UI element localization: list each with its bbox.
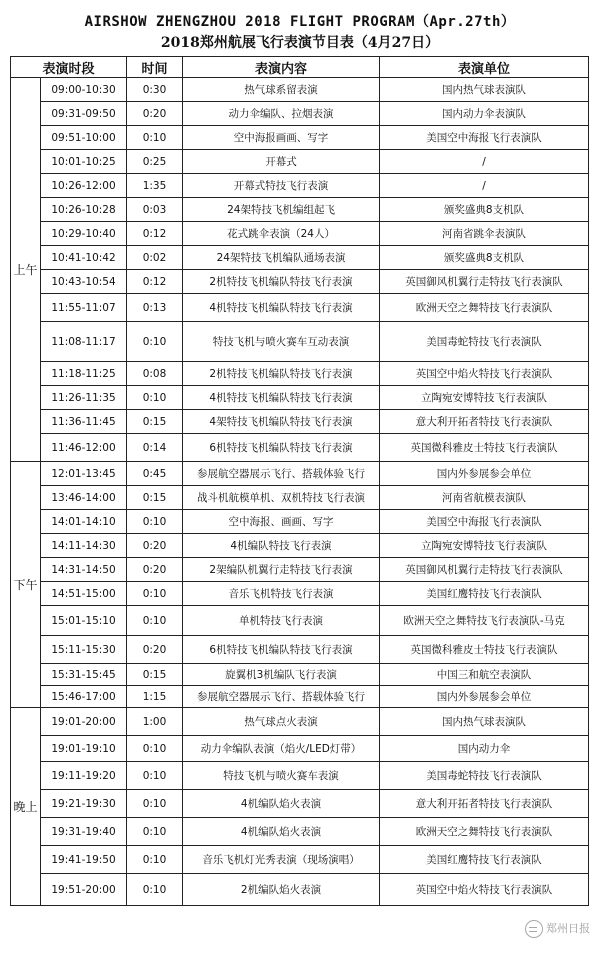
content-cell: 空中海报、画画、写字 <box>183 510 380 534</box>
time-cell: 19:11-19:20 <box>41 762 127 790</box>
content-cell: 6机特技飞机编队特技飞行表演 <box>183 434 380 462</box>
content-cell: 24架特技飞机编队通场表演 <box>183 246 380 270</box>
unit-cell: 美国毒蛇特技飞行表演队 <box>380 762 589 790</box>
unit-cell: 美国空中海报飞行表演队 <box>380 126 589 150</box>
duration-cell: 0:10 <box>127 126 183 150</box>
time-cell: 09:31-09:50 <box>41 102 127 126</box>
period-cell: 晚上 <box>11 708 41 906</box>
unit-cell: 英国微科雅皮士特技飞行表演队 <box>380 636 589 664</box>
time-cell: 11:55-11:07 <box>41 294 127 322</box>
flight-program-table <box>10 56 589 906</box>
table-row <box>11 790 589 818</box>
time-cell: 09:00-10:30 <box>41 78 127 102</box>
time-cell: 19:01-20:00 <box>41 708 127 736</box>
watermark-text: 郑州日报 <box>546 922 590 935</box>
duration-cell: 0:20 <box>127 534 183 558</box>
time-cell: 14:31-14:50 <box>41 558 127 582</box>
table-row <box>11 78 589 102</box>
time-cell: 10:41-10:42 <box>41 246 127 270</box>
time-cell: 10:26-10:28 <box>41 198 127 222</box>
unit-cell: 英国空中焰火特技飞行表演队 <box>380 362 589 386</box>
time-cell: 15:31-15:45 <box>41 664 127 686</box>
table-row <box>11 410 589 434</box>
unit-cell: 意大利开拓者特技飞行表演队 <box>380 790 589 818</box>
time-cell: 09:51-10:00 <box>41 126 127 150</box>
duration-cell: 0:10 <box>127 736 183 762</box>
table-row <box>11 294 589 322</box>
header-content: 表演内容 <box>183 57 380 78</box>
duration-cell: 0:14 <box>127 434 183 462</box>
duration-cell: 0:10 <box>127 510 183 534</box>
unit-cell: 美国红鹰特技飞行表演队 <box>380 846 589 874</box>
duration-cell: 0:45 <box>127 462 183 486</box>
table-row <box>11 362 589 386</box>
content-cell: 音乐飞机特技飞行表演 <box>183 582 380 606</box>
table-row <box>11 534 589 558</box>
table-body <box>11 78 589 906</box>
time-cell: 11:08-11:17 <box>41 322 127 362</box>
table-row <box>11 582 589 606</box>
content-cell: 参展航空器展示飞行、搭载体验飞行 <box>183 462 380 486</box>
content-cell: 战斗机航模单机、双机特技飞行表演 <box>183 486 380 510</box>
content-cell: 4架特技飞机编队特技飞行表演 <box>183 410 380 434</box>
time-cell: 10:29-10:40 <box>41 222 127 246</box>
duration-cell: 0:12 <box>127 222 183 246</box>
duration-cell: 0:10 <box>127 790 183 818</box>
content-cell: 2架编队机翼行走特技飞行表演 <box>183 558 380 582</box>
unit-cell: 中国三和航空表演队 <box>380 664 589 686</box>
title-chinese: 2018郑州航展飞行表演节目表（4月27日） <box>160 35 440 51</box>
table-row <box>11 846 589 874</box>
content-cell: 音乐飞机灯光秀表演（现场演唱） <box>183 846 380 874</box>
duration-cell: 0:03 <box>127 198 183 222</box>
time-cell: 11:46-12:00 <box>41 434 127 462</box>
time-cell: 14:01-14:10 <box>41 510 127 534</box>
unit-cell: 国内热气球表演队 <box>380 708 589 736</box>
table-row <box>11 102 589 126</box>
period-cell: 上午 <box>11 78 41 462</box>
duration-cell: 0:08 <box>127 362 183 386</box>
duration-cell: 0:10 <box>127 606 183 636</box>
title-english: AIRSHOW ZHENGZHOU 2018 FLIGHT PROGRAM（Apr.27th） <box>84 14 516 30</box>
unit-cell: 国内外参展参会单位 <box>380 686 589 708</box>
table-row <box>11 386 589 410</box>
content-cell: 4机编队焰火表演 <box>183 818 380 846</box>
unit-cell: / <box>380 150 589 174</box>
unit-cell: 立陶宛安博特技飞行表演队 <box>380 534 589 558</box>
duration-cell: 0:12 <box>127 270 183 294</box>
content-cell: 空中海报画画、写字 <box>183 126 380 150</box>
unit-cell: 美国毒蛇特技飞行表演队 <box>380 322 589 362</box>
time-cell: 19:41-19:50 <box>41 846 127 874</box>
duration-cell: 0:13 <box>127 294 183 322</box>
duration-cell: 0:10 <box>127 322 183 362</box>
time-cell: 10:01-10:25 <box>41 150 127 174</box>
unit-cell: 意大利开拓者特技飞行表演队 <box>380 410 589 434</box>
time-cell: 11:18-11:25 <box>41 362 127 386</box>
duration-cell: 0:10 <box>127 818 183 846</box>
time-cell: 12:01-13:45 <box>41 462 127 486</box>
content-cell: 开幕式 <box>183 150 380 174</box>
time-cell: 10:26-12:00 <box>41 174 127 198</box>
table-row <box>11 322 589 362</box>
duration-cell: 0:10 <box>127 582 183 606</box>
content-cell: 热气球系留表演 <box>183 78 380 102</box>
content-cell: 4机特技飞机编队特技飞行表演 <box>183 294 380 322</box>
duration-cell: 0:10 <box>127 762 183 790</box>
duration-cell: 0:10 <box>127 874 183 906</box>
content-cell: 2机编队焰火表演 <box>183 874 380 906</box>
duration-cell: 0:20 <box>127 558 183 582</box>
content-cell: 开幕式特技飞行表演 <box>183 174 380 198</box>
time-cell: 14:51-15:00 <box>41 582 127 606</box>
content-cell: 4机编队特技飞行表演 <box>183 534 380 558</box>
unit-cell: 河南省航模表演队 <box>380 486 589 510</box>
unit-cell: 国内外参展参会单位 <box>380 462 589 486</box>
content-cell: 单机特技飞行表演 <box>183 606 380 636</box>
table-row <box>11 246 589 270</box>
header-unit: 表演单位 <box>380 57 589 78</box>
unit-cell: 颁奖盛典8支机队 <box>380 198 589 222</box>
content-cell: 特技飞机与喷火赛车表演 <box>183 762 380 790</box>
time-cell: 13:46-14:00 <box>41 486 127 510</box>
table-row <box>11 736 589 762</box>
table-row <box>11 686 589 708</box>
table-row <box>11 434 589 462</box>
content-cell: 特技飞机与喷火赛车互动表演 <box>183 322 380 362</box>
header-period: 表演时段 <box>11 57 127 78</box>
content-cell: 2机特技飞机编队特技飞行表演 <box>183 362 380 386</box>
duration-cell: 0:15 <box>127 486 183 510</box>
time-cell: 15:46-17:00 <box>41 686 127 708</box>
table-row <box>11 126 589 150</box>
unit-cell: 国内动力伞表演队 <box>380 102 589 126</box>
unit-cell: 国内热气球表演队 <box>380 78 589 102</box>
content-cell: 24架特技飞机编组起飞 <box>183 198 380 222</box>
time-cell: 19:21-19:30 <box>41 790 127 818</box>
duration-cell: 0:30 <box>127 78 183 102</box>
table-row <box>11 462 589 486</box>
unit-cell: 国内动力伞 <box>380 736 589 762</box>
content-cell: 热气球点火表演 <box>183 708 380 736</box>
time-cell: 19:01-19:10 <box>41 736 127 762</box>
unit-cell: 颁奖盛典8支机队 <box>380 246 589 270</box>
duration-cell: 1:35 <box>127 174 183 198</box>
unit-cell: 英国御风机翼行走特技飞行表演队 <box>380 270 589 294</box>
unit-cell: 欧洲天空之舞特技飞行表演队-马克 <box>380 606 589 636</box>
table-row <box>11 510 589 534</box>
unit-cell: 美国红鹰特技飞行表演队 <box>380 582 589 606</box>
duration-cell: 0:20 <box>127 102 183 126</box>
unit-cell: 欧洲天空之舞特技飞行表演队 <box>380 294 589 322</box>
table-row <box>11 270 589 294</box>
table-row <box>11 558 589 582</box>
table-row <box>11 708 589 736</box>
table-row <box>11 174 589 198</box>
time-cell: 11:26-11:35 <box>41 386 127 410</box>
unit-cell: 立陶宛安博特技飞行表演队 <box>380 386 589 410</box>
duration-cell: 1:15 <box>127 686 183 708</box>
wechat-logo-icon <box>525 920 543 938</box>
unit-cell: 河南省跳伞表演队 <box>380 222 589 246</box>
content-cell: 4机特技飞机编队特技飞行表演 <box>183 386 380 410</box>
content-cell: 动力伞编队、拉烟表演 <box>183 102 380 126</box>
table-row <box>11 762 589 790</box>
table-header-row <box>11 57 589 78</box>
content-cell: 旋翼机3机编队飞行表演 <box>183 664 380 686</box>
time-cell: 19:51-20:00 <box>41 874 127 906</box>
period-cell: 下午 <box>11 462 41 708</box>
content-cell: 参展航空器展示飞行、搭载体验飞行 <box>183 686 380 708</box>
duration-cell: 0:10 <box>127 846 183 874</box>
time-cell: 11:36-11:45 <box>41 410 127 434</box>
unit-cell: 英国微科雅皮士特技飞行表演队 <box>380 434 589 462</box>
duration-cell: 0:25 <box>127 150 183 174</box>
time-cell: 15:01-15:10 <box>41 606 127 636</box>
time-cell: 10:43-10:54 <box>41 270 127 294</box>
unit-cell: / <box>380 174 589 198</box>
header-duration: 时间 <box>127 57 183 78</box>
unit-cell: 欧洲天空之舞特技飞行表演队 <box>380 818 589 846</box>
table-row <box>11 222 589 246</box>
table-row <box>11 818 589 846</box>
content-cell: 6机特技飞机编队特技飞行表演 <box>183 636 380 664</box>
duration-cell: 0:02 <box>127 246 183 270</box>
duration-cell: 0:10 <box>127 386 183 410</box>
duration-cell: 0:15 <box>127 410 183 434</box>
table-row <box>11 636 589 664</box>
time-cell: 19:31-19:40 <box>41 818 127 846</box>
table-row <box>11 606 589 636</box>
unit-cell: 英国空中焰火特技飞行表演队 <box>380 874 589 906</box>
duration-cell: 0:15 <box>127 664 183 686</box>
table-row <box>11 874 589 906</box>
table-row <box>11 198 589 222</box>
unit-cell: 美国空中海报飞行表演队 <box>380 510 589 534</box>
duration-cell: 1:00 <box>127 708 183 736</box>
content-cell: 花式跳伞表演（24人） <box>183 222 380 246</box>
time-cell: 15:11-15:30 <box>41 636 127 664</box>
unit-cell: 英国御风机翼行走特技飞行表演队 <box>380 558 589 582</box>
content-cell: 动力伞编队表演（焰火/LED灯带） <box>183 736 380 762</box>
content-cell: 4机编队焰火表演 <box>183 790 380 818</box>
watermark <box>525 920 590 938</box>
table-row <box>11 150 589 174</box>
duration-cell: 0:20 <box>127 636 183 664</box>
table-row <box>11 664 589 686</box>
table-row <box>11 486 589 510</box>
time-cell: 14:11-14:30 <box>41 534 127 558</box>
content-cell: 2机特技飞机编队特技飞行表演 <box>183 270 380 294</box>
